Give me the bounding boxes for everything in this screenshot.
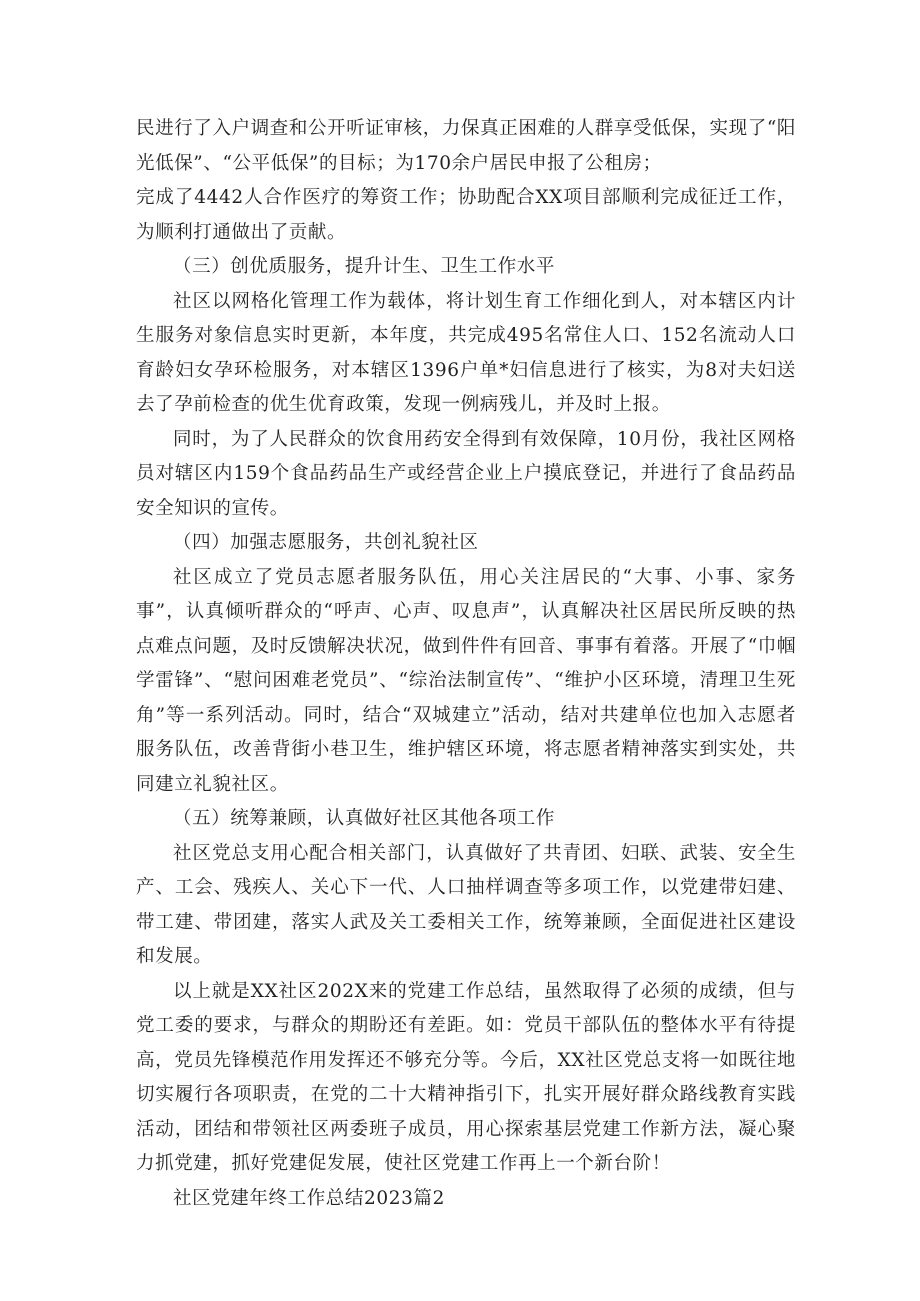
document-body bbox=[136, 112, 796, 1216]
paragraph-food-drug-safety: 同时，为了人民群众的饮食用药安全得到有效保障，10月份，我社区网格员对辖区内159个食品药品生产或经营企业上户摸底登记，并进行了食品药品安全知识的宣传。 bbox=[136, 428, 796, 519]
paragraph-conclusion: 以上就是XX社区202X来的党建工作总结，虽然取得了必须的成绩，但与党工委的要求，与群众的期盼还有差距。如：党员干部队伍的整体水平有待提高，党员先锋模范作用发挥还不够充分等。今后，XX社区党总支将一如既往地切实履行各项职责，在党的二十大精神指引下，扎实开展好群众路线教育实践活动，团结和带领社区两委班子成员，用心探索基层党建工作新方法，凝心聚力抓党建，抓好党建促发展，使社区党建工作再上一个新台阶！ bbox=[136, 980, 796, 1174]
next-article-title: 社区党建年终工作总结2023篇2 bbox=[173, 1187, 445, 1209]
section-heading-5: （五）统筹兼顾，认真做好社区其他各项工作 bbox=[173, 808, 556, 829]
section-heading-3: （三）创优质服务，提升计生、卫生工作水平 bbox=[173, 256, 556, 277]
paragraph-dibao-continuation: 民进行了入户调查和公开听证审核，力保真正困难的人群享受低保，实现了“阳光低保”、“公平低保”的目标；为170余户居民申报了公租房； bbox=[136, 118, 796, 174]
paragraph-family-planning: 社区以网格化管理工作为载体，将计划生育工作细化到人，对本辖区内计生服务对象信息实时更新，本年度，共完成495名常住人口、152名流动人口育龄妇女孕环检服务，对本辖区1396户单*妇信息进行了核实，为8对夫妇送去了孕前检查的优生优育政策，发现一例病残儿，并及时上报。 bbox=[136, 290, 796, 415]
section-heading-4: （四）加强志愿服务，共创礼貌社区 bbox=[173, 532, 479, 553]
paragraph-medical-funding: 完成了4442人合作医疗的筹资工作；协助配合XX项目部顺利完成征迁工作，为顺利打通做出了贡献。 bbox=[136, 187, 796, 243]
paragraph-volunteer-service: 社区成立了党员志愿者服务队伍，用心关注居民的“大事、小事、家务事”，认真倾听群众的“呼声、心声、叹息声”，认真解决社区居民所反映的热点难点问题，及时反馈解决状况，做到件件有回音、事事有着落。开展了“巾帼学雷锋”、“慰问困难老党员”、“综治法制宣传”、“维护小区环境，清理卫生死角”等一系列活动。同时，结合“双城建立”活动，结对共建单位也加入志愿者服务队伍，改善背街小巷卫生，维护辖区环境，将志愿者精神落实到实处，共同建立礼貌社区。 bbox=[136, 566, 796, 795]
paragraph-other-work: 社区党总支用心配合相关部门，认真做好了共青团、妇联、武装、安全生产、工会、残疾人、关心下一代、人口抽样调查等多项工作，以党建带妇建、带工建、带团建，落实人武及关工委相关工作，统筹兼顾，全面促进社区建设和发展。 bbox=[136, 842, 796, 967]
